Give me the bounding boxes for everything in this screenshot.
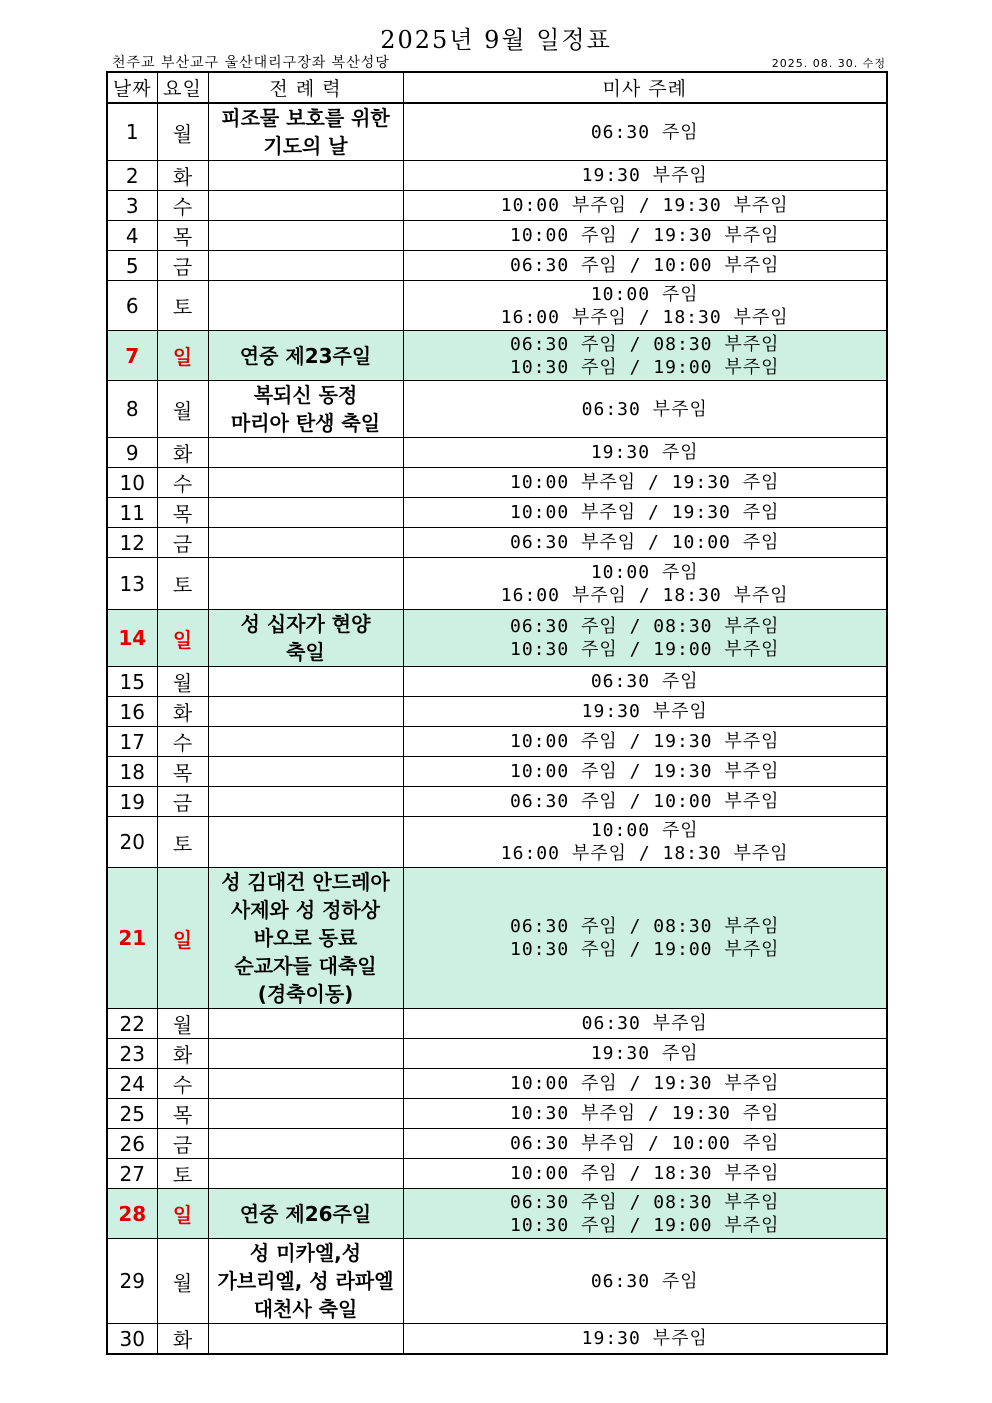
liturgy-line: 복되신 동정 bbox=[253, 383, 358, 407]
row-mass bbox=[403, 787, 887, 817]
row-weekday: 화 bbox=[157, 438, 208, 468]
row-date: 27 bbox=[107, 1159, 157, 1189]
row-weekday: 월 bbox=[157, 1009, 208, 1039]
row-liturgy bbox=[208, 1159, 403, 1189]
row-weekday: 토 bbox=[157, 817, 208, 868]
row-date: 28 bbox=[107, 1189, 157, 1239]
row-date: 24 bbox=[107, 1069, 157, 1099]
schedule-row bbox=[107, 697, 887, 727]
row-date: 7 bbox=[107, 331, 157, 381]
row-mass bbox=[403, 191, 887, 221]
row-mass bbox=[403, 468, 887, 498]
mass-line: 10:30 주임 / 19:00 부주임 bbox=[510, 939, 780, 960]
row-date: 21 bbox=[107, 868, 157, 1009]
row-date: 1 bbox=[107, 103, 157, 161]
mass-line: 10:30 주임 / 19:00 부주임 bbox=[510, 1214, 780, 1236]
row-mass bbox=[403, 331, 887, 381]
row-date: 10 bbox=[107, 468, 157, 498]
row-date: 11 bbox=[107, 498, 157, 528]
row-weekday: 화 bbox=[157, 697, 208, 727]
row-liturgy bbox=[208, 1129, 403, 1159]
row-mass bbox=[403, 103, 887, 161]
row-liturgy bbox=[208, 103, 403, 161]
row-weekday: 수 bbox=[157, 191, 208, 221]
row-weekday: 목 bbox=[157, 498, 208, 528]
row-date: 4 bbox=[107, 221, 157, 251]
schedule-row bbox=[107, 331, 887, 381]
row-mass bbox=[403, 1239, 887, 1324]
liturgy-line: 연중 제23주일 bbox=[239, 343, 372, 368]
row-liturgy bbox=[208, 757, 403, 787]
row-liturgy bbox=[208, 381, 403, 438]
row-mass bbox=[403, 1009, 887, 1039]
row-mass bbox=[403, 161, 887, 191]
mass-line: 16:00 부주임 / 18:30 부주임 bbox=[500, 306, 789, 328]
mass-line: 06:30 주임 / 08:30 부주임 bbox=[510, 1191, 780, 1213]
row-date: 6 bbox=[107, 281, 157, 331]
mass-line: 10:00 주임 bbox=[590, 561, 699, 583]
row-liturgy bbox=[208, 1099, 403, 1129]
mass-line: 10:00 부주임 / 19:30 부주임 bbox=[500, 195, 789, 216]
row-mass bbox=[403, 1324, 887, 1355]
row-weekday: 화 bbox=[157, 1039, 208, 1069]
schedule-row bbox=[107, 1239, 887, 1324]
row-date: 15 bbox=[107, 667, 157, 697]
row-liturgy bbox=[208, 868, 403, 1009]
row-liturgy bbox=[208, 697, 403, 727]
row-liturgy bbox=[208, 1069, 403, 1099]
mass-line: 19:30 주임 bbox=[590, 1043, 699, 1064]
schedule-row bbox=[107, 498, 887, 528]
row-date: 2 bbox=[107, 161, 157, 191]
row-mass bbox=[403, 757, 887, 787]
mass-line: 10:00 부주임 / 19:30 주임 bbox=[510, 502, 780, 523]
liturgy-line: 대천사 축일 bbox=[253, 1297, 358, 1321]
row-date: 26 bbox=[107, 1129, 157, 1159]
liturgy-line: 성 십자가 현양 bbox=[240, 612, 371, 636]
row-liturgy bbox=[208, 727, 403, 757]
row-weekday: 일 bbox=[157, 331, 208, 381]
row-weekday: 수 bbox=[157, 1069, 208, 1099]
row-weekday: 월 bbox=[157, 667, 208, 697]
mass-line: 10:00 주임 / 19:30 부주임 bbox=[510, 731, 780, 752]
row-liturgy bbox=[208, 281, 403, 331]
row-liturgy bbox=[208, 161, 403, 191]
row-weekday: 토 bbox=[157, 558, 208, 610]
row-weekday: 금 bbox=[157, 1129, 208, 1159]
row-date: 16 bbox=[107, 697, 157, 727]
row-date: 12 bbox=[107, 528, 157, 558]
mass-line: 06:30 주임 / 10:00 부주임 bbox=[510, 791, 780, 812]
row-weekday: 금 bbox=[157, 528, 208, 558]
row-mass bbox=[403, 558, 887, 610]
schedule-row bbox=[107, 103, 887, 161]
row-weekday: 월 bbox=[157, 1239, 208, 1324]
row-mass bbox=[403, 281, 887, 331]
row-weekday: 일 bbox=[157, 610, 208, 667]
schedule-row bbox=[107, 221, 887, 251]
row-mass bbox=[403, 528, 887, 558]
row-date: 8 bbox=[107, 381, 157, 438]
schedule-row bbox=[107, 1069, 887, 1099]
row-mass bbox=[403, 868, 887, 1009]
schedule-row bbox=[107, 191, 887, 221]
mass-line: 10:00 주임 / 19:30 부주임 bbox=[510, 761, 780, 782]
schedule-row bbox=[107, 281, 887, 331]
mass-line: 19:30 주임 bbox=[590, 442, 699, 463]
row-liturgy bbox=[208, 438, 403, 468]
mass-line: 10:00 주임 bbox=[590, 283, 699, 305]
row-liturgy bbox=[208, 468, 403, 498]
row-date: 20 bbox=[107, 817, 157, 868]
row-mass bbox=[403, 817, 887, 868]
page-title: 2025년 9월 일정표 bbox=[380, 26, 612, 54]
row-weekday: 목 bbox=[157, 757, 208, 787]
row-date: 9 bbox=[107, 438, 157, 468]
header-date: 날짜 bbox=[107, 72, 157, 103]
schedule-row bbox=[107, 1159, 887, 1189]
mass-line: 06:30 주임 bbox=[590, 671, 699, 692]
liturgy-line: 연중 제26주일 bbox=[239, 1201, 372, 1226]
schedule-row bbox=[107, 868, 887, 1009]
row-weekday: 일 bbox=[157, 1189, 208, 1239]
header-mass: 미사 주례 bbox=[403, 72, 887, 103]
row-date: 30 bbox=[107, 1324, 157, 1355]
row-liturgy bbox=[208, 331, 403, 381]
row-mass bbox=[403, 727, 887, 757]
row-weekday: 화 bbox=[157, 161, 208, 191]
schedule-row bbox=[107, 610, 887, 667]
row-mass bbox=[403, 1039, 887, 1069]
row-date: 19 bbox=[107, 787, 157, 817]
row-mass bbox=[403, 1099, 887, 1129]
mass-line: 10:00 주임 bbox=[590, 820, 699, 841]
schedule-row bbox=[107, 667, 887, 697]
row-date: 5 bbox=[107, 251, 157, 281]
mass-line: 10:30 주임 / 19:00 부주임 bbox=[510, 356, 780, 378]
mass-line: 06:30 주임 bbox=[590, 121, 699, 143]
mass-line: 16:00 부주임 / 18:30 부주임 bbox=[500, 584, 789, 606]
mass-line: 06:30 주임 / 10:00 부주임 bbox=[510, 255, 780, 276]
row-mass bbox=[403, 1069, 887, 1099]
schedule-row bbox=[107, 727, 887, 757]
schedule-row bbox=[107, 817, 887, 868]
row-liturgy bbox=[208, 251, 403, 281]
header-row bbox=[107, 72, 887, 103]
header-weekday: 요일 bbox=[157, 72, 208, 103]
schedule-row bbox=[107, 161, 887, 191]
schedule-row bbox=[107, 757, 887, 787]
row-mass bbox=[403, 697, 887, 727]
liturgy-line: 마리아 탄생 축일 bbox=[230, 411, 381, 435]
row-liturgy bbox=[208, 221, 403, 251]
row-weekday: 월 bbox=[157, 103, 208, 161]
mass-line: 10:00 주임 / 19:30 부주임 bbox=[510, 1073, 780, 1094]
row-weekday: 목 bbox=[157, 1099, 208, 1129]
liturgy-line: 성 김대건 안드레아 bbox=[221, 870, 390, 894]
row-date: 22 bbox=[107, 1009, 157, 1039]
liturgy-line: 바오로 동료 bbox=[253, 926, 358, 950]
mass-line: 06:30 주임 bbox=[590, 1270, 699, 1292]
parish-name: 천주교 부산교구 울산대리구장좌 복산성당 bbox=[112, 55, 390, 71]
row-liturgy bbox=[208, 787, 403, 817]
liturgy-line: 성 미카엘,성 bbox=[249, 1241, 362, 1265]
row-date: 25 bbox=[107, 1099, 157, 1129]
mass-line: 06:30 주임 / 08:30 부주임 bbox=[510, 333, 780, 355]
mass-line: 06:30 주임 / 08:30 부주임 bbox=[510, 616, 780, 637]
row-weekday: 월 bbox=[157, 381, 208, 438]
row-weekday: 금 bbox=[157, 251, 208, 281]
row-weekday: 토 bbox=[157, 1159, 208, 1189]
row-date: 3 bbox=[107, 191, 157, 221]
mass-line: 06:30 부주임 / 10:00 주임 bbox=[510, 1133, 780, 1154]
row-liturgy bbox=[208, 1189, 403, 1239]
row-liturgy bbox=[208, 498, 403, 528]
mass-line: 19:30 부주임 bbox=[581, 165, 708, 186]
row-liturgy bbox=[208, 191, 403, 221]
row-date: 29 bbox=[107, 1239, 157, 1324]
row-mass bbox=[403, 667, 887, 697]
mass-line: 10:00 주임 / 18:30 부주임 bbox=[510, 1163, 780, 1184]
row-weekday: 금 bbox=[157, 787, 208, 817]
row-weekday: 화 bbox=[157, 1324, 208, 1355]
row-liturgy bbox=[208, 667, 403, 697]
mass-line: 19:30 부주임 bbox=[581, 1328, 708, 1349]
row-liturgy bbox=[208, 528, 403, 558]
liturgy-line: 가브리엘, 성 라파엘 bbox=[217, 1269, 394, 1293]
row-liturgy bbox=[208, 558, 403, 610]
mass-line: 10:30 부주임 / 19:30 주임 bbox=[510, 1103, 780, 1124]
row-date: 18 bbox=[107, 757, 157, 787]
row-mass bbox=[403, 1129, 887, 1159]
row-weekday: 수 bbox=[157, 468, 208, 498]
row-mass bbox=[403, 1189, 887, 1239]
liturgy-line: (경축이동) bbox=[257, 982, 354, 1006]
schedule-row bbox=[107, 1099, 887, 1129]
row-liturgy bbox=[208, 610, 403, 667]
row-mass bbox=[403, 221, 887, 251]
schedule-row bbox=[107, 438, 887, 468]
row-mass bbox=[403, 381, 887, 438]
mass-line: 16:00 부주임 / 18:30 부주임 bbox=[500, 843, 789, 864]
liturgy-line: 사제와 성 정하상 bbox=[230, 898, 381, 922]
row-liturgy bbox=[208, 1039, 403, 1069]
row-liturgy bbox=[208, 1324, 403, 1355]
mass-line: 06:30 부주임 bbox=[581, 1013, 708, 1034]
liturgy-line: 피조물 보호를 위한 bbox=[221, 106, 390, 130]
row-date: 13 bbox=[107, 558, 157, 610]
schedule-table bbox=[106, 71, 888, 1355]
mass-line: 10:00 부주임 / 19:30 주임 bbox=[510, 472, 780, 493]
row-liturgy bbox=[208, 1239, 403, 1324]
liturgy-line: 축일 bbox=[286, 640, 325, 664]
row-date: 23 bbox=[107, 1039, 157, 1069]
header-liturgy: 전 례 력 bbox=[208, 72, 403, 103]
schedule-row bbox=[107, 558, 887, 610]
schedule-row bbox=[107, 468, 887, 498]
row-mass bbox=[403, 438, 887, 468]
mass-line: 06:30 부주임 bbox=[581, 398, 708, 420]
row-liturgy bbox=[208, 1009, 403, 1039]
row-date: 14 bbox=[107, 610, 157, 667]
schedule-row bbox=[107, 1324, 887, 1355]
mass-line: 06:30 주임 / 08:30 부주임 bbox=[510, 916, 780, 937]
schedule-row bbox=[107, 1129, 887, 1159]
mass-line: 19:30 부주임 bbox=[581, 701, 708, 722]
mass-line: 10:00 주임 / 19:30 부주임 bbox=[510, 225, 780, 246]
row-liturgy bbox=[208, 817, 403, 868]
row-mass bbox=[403, 1159, 887, 1189]
schedule-row bbox=[107, 528, 887, 558]
row-weekday: 일 bbox=[157, 868, 208, 1009]
row-mass bbox=[403, 498, 887, 528]
revision-date: 2025. 08. 30. 수정 bbox=[771, 57, 886, 70]
mass-line: 06:30 부주임 / 10:00 주임 bbox=[510, 532, 780, 553]
row-weekday: 토 bbox=[157, 281, 208, 331]
schedule-row bbox=[107, 787, 887, 817]
liturgy-line: 기도의 날 bbox=[263, 134, 348, 158]
row-mass bbox=[403, 251, 887, 281]
liturgy-line: 순교자들 대축일 bbox=[234, 954, 377, 978]
schedule-row bbox=[107, 1009, 887, 1039]
row-weekday: 수 bbox=[157, 727, 208, 757]
row-mass bbox=[403, 610, 887, 667]
schedule-row bbox=[107, 1039, 887, 1069]
schedule-row bbox=[107, 1189, 887, 1239]
row-date: 17 bbox=[107, 727, 157, 757]
schedule-row bbox=[107, 381, 887, 438]
schedule-row bbox=[107, 251, 887, 281]
row-weekday: 목 bbox=[157, 221, 208, 251]
mass-line: 10:30 주임 / 19:00 부주임 bbox=[510, 639, 780, 660]
